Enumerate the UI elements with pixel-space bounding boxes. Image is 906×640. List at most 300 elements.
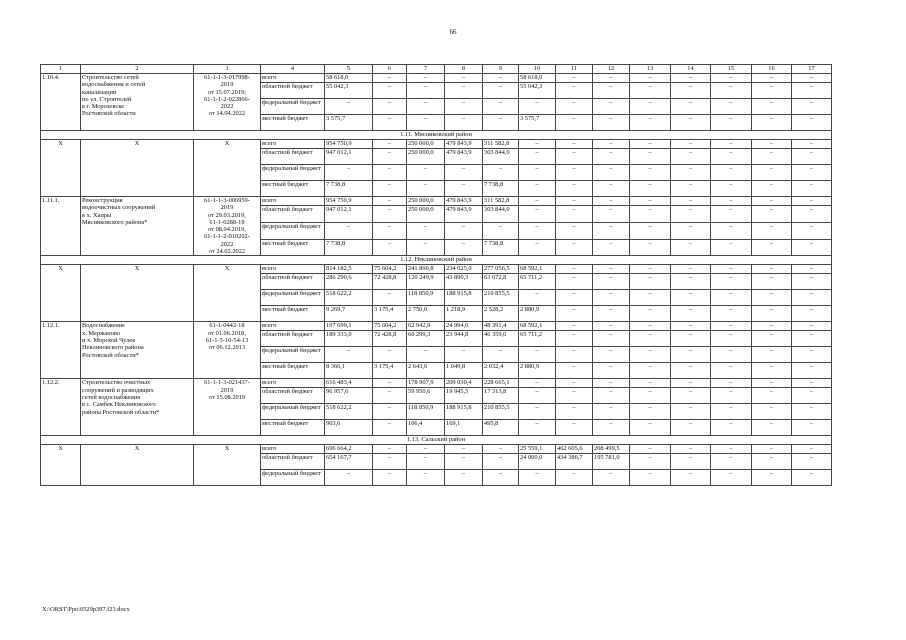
amount-cell: – — [556, 322, 593, 331]
amount-cell: – — [711, 306, 752, 322]
amount-cell: – — [752, 331, 792, 347]
amount-cell: – — [593, 149, 630, 165]
amount-cell: – — [752, 165, 792, 181]
amount-cell: 23 944,8 — [445, 331, 483, 347]
object-number: 1.12.1. — [41, 322, 81, 379]
amount-cell: – — [630, 197, 671, 206]
amount-cell: – — [593, 379, 630, 388]
amount-cell: 120 249,9 — [407, 274, 445, 290]
amount-cell: – — [630, 347, 671, 363]
amount-cell: – — [483, 470, 519, 486]
budget-source: местный бюджет — [261, 420, 325, 436]
column-header: 1 — [41, 65, 81, 74]
amount-cell: – — [792, 239, 832, 256]
budget-source: федеральный бюджет — [261, 347, 325, 363]
amount-cell: – — [519, 149, 556, 165]
budget-source: федеральный бюджет — [261, 290, 325, 306]
amount-cell: – — [556, 74, 593, 83]
amount-cell: – — [445, 74, 483, 83]
object-code: Х — [194, 140, 261, 197]
section-row — [41, 436, 832, 445]
amount-cell: – — [671, 206, 711, 223]
amount-cell: – — [711, 388, 752, 404]
amount-cell: 46 359,0 — [483, 331, 519, 347]
amount-cell: – — [711, 74, 752, 83]
amount-cell: 696 664,2 — [325, 445, 373, 454]
amount-cell: – — [483, 223, 519, 240]
amount-cell: 434 386,7 — [556, 454, 593, 470]
amount-cell: – — [556, 265, 593, 274]
budget-source: всего — [261, 74, 325, 83]
amount-cell: – — [407, 165, 445, 181]
amount-cell: – — [792, 306, 832, 322]
object-name: Строительство сетей водоснабжения и сетей канализации по ул. Строителей в г. Морозовске Ростовской области — [81, 74, 194, 131]
amount-cell: – — [407, 347, 445, 363]
amount-cell: – — [671, 404, 711, 420]
amount-cell: 241 890,8 — [407, 265, 445, 274]
amount-cell: – — [792, 140, 832, 149]
amount-cell: – — [792, 265, 832, 274]
amount-cell: – — [752, 83, 792, 99]
amount-cell: – — [671, 265, 711, 274]
amount-cell: 75 604,2 — [373, 322, 407, 331]
object-number: Х — [41, 265, 81, 322]
amount-cell: – — [711, 83, 752, 99]
amount-cell: – — [792, 363, 832, 379]
amount-cell: – — [671, 149, 711, 165]
amount-cell: – — [752, 181, 792, 197]
amount-cell: – — [373, 140, 407, 149]
amount-cell: – — [445, 99, 483, 115]
amount-cell: – — [593, 115, 630, 131]
amount-cell: – — [711, 445, 752, 454]
amount-cell: – — [445, 239, 483, 256]
amount-cell: – — [711, 165, 752, 181]
amount-cell: 3 175,4 — [373, 306, 407, 322]
amount-cell: – — [407, 115, 445, 131]
amount-cell: – — [752, 445, 792, 454]
amount-cell: – — [373, 420, 407, 436]
section-row — [41, 131, 832, 140]
amount-cell: 72 428,8 — [373, 331, 407, 347]
column-header: 13 — [630, 65, 671, 74]
amount-cell: 518 622,2 — [325, 404, 373, 420]
amount-cell: – — [792, 420, 832, 436]
amount-cell: 9 269,7 — [325, 306, 373, 322]
amount-cell: – — [671, 181, 711, 197]
amount-cell: – — [711, 115, 752, 131]
amount-cell: – — [445, 165, 483, 181]
budget-table — [40, 64, 832, 486]
amount-cell: 58 618,0 — [519, 74, 556, 83]
budget-source: местный бюджет — [261, 363, 325, 379]
budget-source: федеральный бюджет — [261, 470, 325, 486]
amount-cell: 24 994,6 — [445, 322, 483, 331]
object-code: Х — [194, 445, 261, 486]
amount-cell: – — [711, 149, 752, 165]
amount-cell: – — [630, 115, 671, 131]
amount-cell: – — [483, 99, 519, 115]
amount-cell: – — [671, 420, 711, 436]
amount-cell: – — [483, 165, 519, 181]
amount-cell: – — [752, 99, 792, 115]
amount-cell: – — [630, 99, 671, 115]
column-header: 5 — [325, 65, 373, 74]
amount-cell: 250 000,0 — [407, 140, 445, 149]
amount-cell: – — [752, 306, 792, 322]
column-header: 17 — [792, 65, 832, 74]
table-row — [41, 140, 832, 149]
amount-cell: – — [752, 206, 792, 223]
amount-cell: – — [445, 115, 483, 131]
amount-cell: 68 592,1 — [519, 322, 556, 331]
amount-cell: – — [373, 181, 407, 197]
amount-cell: – — [325, 99, 373, 115]
amount-cell: – — [519, 223, 556, 240]
amount-cell: – — [752, 149, 792, 165]
amount-cell: – — [556, 239, 593, 256]
budget-source: местный бюджет — [261, 306, 325, 322]
amount-cell: – — [630, 420, 671, 436]
amount-cell: – — [671, 322, 711, 331]
amount-cell: – — [593, 206, 630, 223]
amount-cell: – — [556, 331, 593, 347]
amount-cell: – — [671, 379, 711, 388]
budget-source: областной бюджет — [261, 388, 325, 404]
amount-cell: – — [671, 165, 711, 181]
column-header: 4 — [261, 65, 325, 74]
budget-source: всего — [261, 379, 325, 388]
budget-source: всего — [261, 445, 325, 454]
amount-cell: 65 711,2 — [519, 331, 556, 347]
object-name: Строительство очистных сооружений и разводящих сетей водоснабжения в с. Самбек Неклиновского района Ростовской области* — [81, 379, 194, 436]
amount-cell: – — [593, 470, 630, 486]
amount-cell: – — [752, 388, 792, 404]
section-title: 1.11. Мясниковский район — [41, 131, 832, 140]
amount-cell: 75 604,2 — [373, 265, 407, 274]
column-number-row — [41, 65, 832, 74]
amount-cell: – — [407, 83, 445, 99]
amount-cell: – — [593, 197, 630, 206]
amount-cell: 210 855,5 — [483, 290, 519, 306]
amount-cell: – — [671, 223, 711, 240]
amount-cell: – — [711, 197, 752, 206]
amount-cell: – — [671, 331, 711, 347]
object-code: Х — [194, 265, 261, 322]
amount-cell: – — [483, 454, 519, 470]
amount-cell: – — [630, 165, 671, 181]
amount-cell: 24 000,0 — [519, 454, 556, 470]
budget-source: местный бюджет — [261, 239, 325, 256]
amount-cell: – — [752, 322, 792, 331]
amount-cell: 7 738,8 — [483, 239, 519, 256]
amount-cell: 3 175,4 — [373, 363, 407, 379]
amount-cell: – — [630, 388, 671, 404]
amount-cell: 1 218,9 — [445, 306, 483, 322]
amount-cell: – — [556, 99, 593, 115]
amount-cell: – — [556, 388, 593, 404]
amount-cell: – — [630, 223, 671, 240]
amount-cell: – — [483, 347, 519, 363]
amount-cell: – — [792, 83, 832, 99]
amount-cell: 7 738,8 — [483, 181, 519, 197]
amount-cell: – — [630, 181, 671, 197]
amount-cell: – — [711, 454, 752, 470]
amount-cell: – — [373, 347, 407, 363]
amount-cell: 518 622,2 — [325, 290, 373, 306]
amount-cell: – — [445, 83, 483, 99]
section-title: 1.13. Сальский район — [41, 436, 832, 445]
amount-cell: – — [711, 331, 752, 347]
amount-cell: – — [792, 445, 832, 454]
amount-cell: – — [630, 404, 671, 420]
budget-source: всего — [261, 140, 325, 149]
amount-cell: 7 738,8 — [325, 239, 373, 256]
amount-cell: – — [556, 197, 593, 206]
amount-cell: – — [711, 404, 752, 420]
budget-source: федеральный бюджет — [261, 404, 325, 420]
amount-cell: – — [519, 99, 556, 115]
amount-cell: – — [792, 74, 832, 83]
table-row — [41, 197, 832, 206]
amount-cell: 2 032,4 — [483, 363, 519, 379]
amount-cell: 3 575,7 — [519, 115, 556, 131]
amount-cell: 947 012,1 — [325, 206, 373, 223]
amount-cell: – — [593, 83, 630, 99]
object-number: 1.10.4. — [41, 74, 81, 131]
column-header: 3 — [194, 65, 261, 74]
amount-cell: 118 850,9 — [407, 404, 445, 420]
amount-cell: – — [556, 306, 593, 322]
amount-cell: – — [711, 265, 752, 274]
amount-cell: – — [630, 239, 671, 256]
amount-cell: – — [711, 322, 752, 331]
amount-cell: – — [407, 454, 445, 470]
budget-source: областной бюджет — [261, 274, 325, 290]
amount-cell: 250 000,0 — [407, 206, 445, 223]
amount-cell: – — [373, 379, 407, 388]
budget-source: федеральный бюджет — [261, 223, 325, 240]
amount-cell: – — [445, 470, 483, 486]
object-name: Х — [81, 140, 194, 197]
amount-cell: 2 643,6 — [407, 363, 445, 379]
amount-cell: 178 907,9 — [407, 379, 445, 388]
amount-cell: 495,8 — [483, 420, 519, 436]
amount-cell: 68 592,1 — [519, 265, 556, 274]
amount-cell: – — [630, 379, 671, 388]
amount-cell: – — [630, 290, 671, 306]
column-header: 12 — [593, 65, 630, 74]
amount-cell: – — [671, 290, 711, 306]
amount-cell: – — [630, 274, 671, 290]
amount-cell: – — [752, 115, 792, 131]
amount-cell: 616 483,4 — [325, 379, 373, 388]
amount-cell: 250 000,0 — [407, 197, 445, 206]
amount-cell: – — [671, 306, 711, 322]
column-header: 16 — [752, 65, 792, 74]
amount-cell: – — [752, 420, 792, 436]
amount-cell: – — [373, 74, 407, 83]
object-code: 61-1-0442-18 от 01.06.2018, 61-1-5-10-54-13 от 06.12.2013 — [194, 322, 261, 379]
amount-cell: – — [519, 379, 556, 388]
amount-cell: 25 559,1 — [519, 445, 556, 454]
amount-cell: – — [630, 74, 671, 83]
amount-cell: – — [556, 379, 593, 388]
table-body — [41, 65, 832, 486]
amount-cell: – — [373, 99, 407, 115]
amount-cell: 188 915,8 — [445, 404, 483, 420]
amount-cell: – — [445, 347, 483, 363]
amount-cell: – — [671, 115, 711, 131]
amount-cell: 58 618,0 — [325, 74, 373, 83]
amount-cell: 654 167,7 — [325, 454, 373, 470]
amount-cell: 55 042,3 — [325, 83, 373, 99]
amount-cell: – — [373, 454, 407, 470]
amount-cell: – — [407, 181, 445, 197]
amount-cell: 1 049,8 — [445, 363, 483, 379]
amount-cell: 19 945,5 — [445, 388, 483, 404]
amount-cell: 7 738,8 — [325, 181, 373, 197]
amount-cell: 250 000,0 — [407, 149, 445, 165]
amount-cell: – — [630, 149, 671, 165]
amount-cell: – — [752, 239, 792, 256]
amount-cell: – — [519, 239, 556, 256]
amount-cell: – — [630, 363, 671, 379]
amount-cell: – — [519, 140, 556, 149]
amount-cell: – — [483, 445, 519, 454]
amount-cell: 62 942,9 — [407, 322, 445, 331]
amount-cell: – — [752, 379, 792, 388]
amount-cell: – — [556, 347, 593, 363]
amount-cell: – — [407, 445, 445, 454]
amount-cell: – — [752, 74, 792, 83]
amount-cell: – — [671, 363, 711, 379]
amount-cell: – — [556, 115, 593, 131]
budget-source: областной бюджет — [261, 206, 325, 223]
amount-cell: 210 855,5 — [483, 404, 519, 420]
object-number: 1.11.1. — [41, 197, 81, 256]
amount-cell: – — [373, 239, 407, 256]
column-header: 2 — [81, 65, 194, 74]
amount-cell: 479 843,9 — [445, 206, 483, 223]
amount-cell: – — [556, 420, 593, 436]
amount-cell: 286 290,6 — [325, 274, 373, 290]
budget-source: областной бюджет — [261, 454, 325, 470]
amount-cell: 479 843,9 — [445, 140, 483, 149]
amount-cell: – — [752, 470, 792, 486]
amount-cell: – — [325, 470, 373, 486]
amount-cell: 303 844,0 — [483, 149, 519, 165]
amount-cell: – — [752, 274, 792, 290]
object-code: 61-1-1-3-006959- 2019 от 29.03.2019, 61-1-0288-19 от 08.04.2019, 61-1-1-2-010202- 2022 от 24.02.2022 — [194, 197, 261, 256]
amount-cell: – — [593, 363, 630, 379]
amount-cell: 8 366,1 — [325, 363, 373, 379]
amount-cell: 303 844,0 — [483, 206, 519, 223]
amount-cell: – — [556, 363, 593, 379]
section-title: 1.12. Неклиновский район — [41, 256, 832, 265]
budget-source: местный бюджет — [261, 181, 325, 197]
amount-cell: – — [630, 470, 671, 486]
amount-cell: – — [373, 223, 407, 240]
amount-cell: – — [445, 181, 483, 197]
amount-cell: – — [792, 454, 832, 470]
amount-cell: – — [671, 99, 711, 115]
amount-cell: – — [325, 165, 373, 181]
amount-cell: – — [519, 347, 556, 363]
amount-cell: 43 890,3 — [445, 274, 483, 290]
object-number: 1.12.2. — [41, 379, 81, 436]
amount-cell: – — [519, 197, 556, 206]
amount-cell: – — [373, 290, 407, 306]
column-header: 10 — [519, 65, 556, 74]
amount-cell: – — [671, 470, 711, 486]
budget-source: всего — [261, 322, 325, 331]
amount-cell: 169,1 — [445, 420, 483, 436]
amount-cell: – — [483, 83, 519, 99]
column-header: 6 — [373, 65, 407, 74]
amount-cell: – — [373, 115, 407, 131]
amount-cell: – — [630, 83, 671, 99]
amount-cell: – — [671, 83, 711, 99]
amount-cell: 17 313,8 — [483, 388, 519, 404]
amount-cell: – — [792, 388, 832, 404]
amount-cell: – — [373, 388, 407, 404]
amount-cell: – — [519, 206, 556, 223]
page-number: 66 — [449, 28, 457, 36]
amount-cell: – — [593, 223, 630, 240]
amount-cell: – — [407, 99, 445, 115]
amount-cell: – — [671, 197, 711, 206]
amount-cell: – — [373, 149, 407, 165]
amount-cell: – — [519, 420, 556, 436]
amount-cell: – — [711, 99, 752, 115]
amount-cell: 234 025,0 — [445, 265, 483, 274]
amount-cell: – — [792, 274, 832, 290]
amount-cell: – — [711, 347, 752, 363]
object-code: 61-1-1-3-017998- 2019 от 15.07.2019; 61-1-1-2-022866- 2022 от 14.04.2022 — [194, 74, 261, 131]
amount-cell: – — [711, 420, 752, 436]
amount-cell: 59 950,6 — [407, 388, 445, 404]
amount-cell: 903,6 — [325, 420, 373, 436]
amount-cell: – — [373, 445, 407, 454]
amount-cell: – — [711, 290, 752, 306]
amount-cell: – — [593, 290, 630, 306]
amount-cell: – — [792, 149, 832, 165]
amount-cell: – — [792, 99, 832, 115]
amount-cell: – — [671, 140, 711, 149]
amount-cell: – — [752, 347, 792, 363]
amount-cell: – — [373, 470, 407, 486]
amount-cell: – — [373, 404, 407, 420]
section-row — [41, 256, 832, 265]
amount-cell: – — [556, 149, 593, 165]
amount-cell: – — [671, 347, 711, 363]
amount-cell: – — [792, 470, 832, 486]
amount-cell: – — [752, 290, 792, 306]
amount-cell: – — [407, 223, 445, 240]
object-name: Реконструкция водоочистных сооружений в х. Хапры Мясниковского района* — [81, 197, 194, 256]
amount-cell: – — [752, 197, 792, 206]
amount-cell: – — [752, 223, 792, 240]
amount-cell: – — [711, 239, 752, 256]
amount-cell: 55 042,3 — [519, 83, 556, 99]
amount-cell: – — [752, 265, 792, 274]
amount-cell: – — [593, 322, 630, 331]
amount-cell: – — [407, 239, 445, 256]
amount-cell: – — [711, 206, 752, 223]
amount-cell: – — [630, 265, 671, 274]
column-header: 7 — [407, 65, 445, 74]
